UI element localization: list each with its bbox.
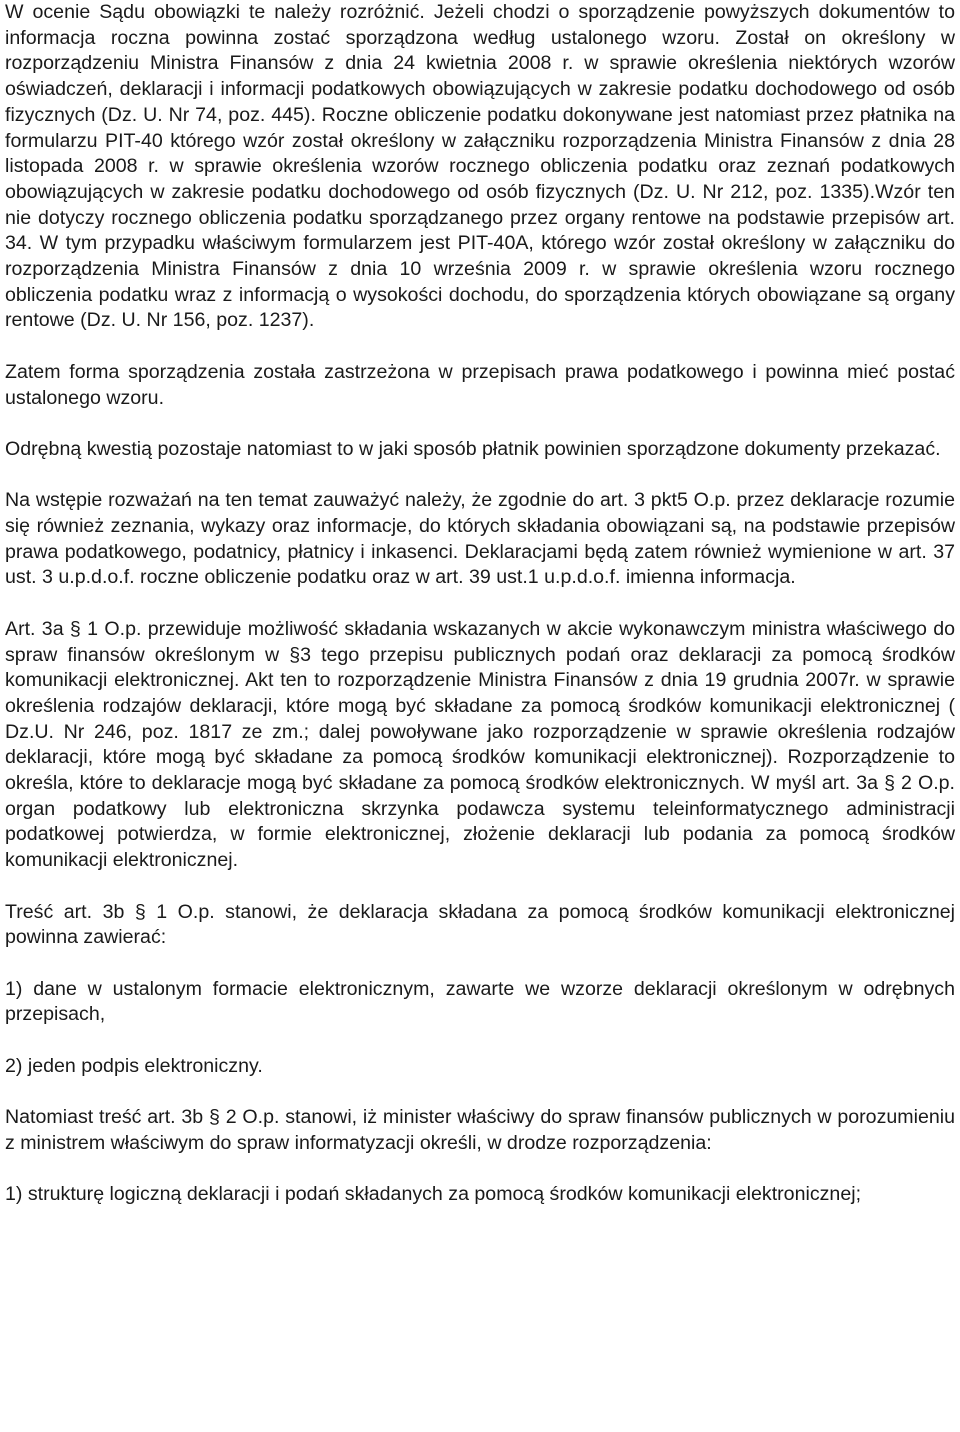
paragraph-art-3a: Art. 3a § 1 O.p. przewiduje możliwość składania wskazanych w akcie wykonawczym ministra właściwego do spraw finansów określonym w §3 tego przepisu publicznych podań oraz deklaracji za pomocą środków komunikacji elektronicznej. Akt ten to rozporządzenie Ministra Finansów z dnia 19 grudnia 2007r. w sprawie określenia rodzajów deklaracji, które mogą być składane za pomocą środków komunikacji elektronicznej ( Dz.U. Nr 246, poz. 1817 ze zm.; dalej powoływane jako rozporządzenie w sprawie określenia rodzajów deklaracji, które mogą być składane za pomocą środków komunikacji elektronicznej). Rozporządzenie to określa, które to deklaracje mogą być składane za pomocą środków elektronicznych. W myśl art. 3a § 2 O.p. organ podatkowy lub elektroniczna skrzynka podawcza systemu teleinformatycznego administracji podatkowej potwierdza, w formie elektronicznej, złożenie deklaracji lub podania za pomocą środków komunikacji elektronicznej. <box>5 617 955 872</box>
paragraph-art-3b-par-1: Treść art. 3b § 1 O.p. stanowi, że deklaracja składana za pomocą środków komunikacji elektronicznej powinna zawierać: <box>5 900 955 949</box>
paragraph-wzory-rozporzadzenia: W ocenie Sądu obowiązki te należy rozróżnić. Jeżeli chodzi o sporządzenie powyższych dokumentów to informacja roczna powinna zostać sporządzona według ustalonego wzoru. Został on określony w rozporządzeniu Ministra Finansów z dnia 24 kwietnia 2008 r. w sprawie określenia niektórych wzorów oświadczeń, deklaracji i informacji podatkowych obowiązujących w zakresie podatku dochodowego od osób fizycznych (Dz. U. Nr 74, poz. 445). Roczne obliczenie podatku dokonywane jest natomiast przez płatnika na formularzu PIT-40 którego wzór został określony w załączniku rozporządzenia Ministra Finansów z dnia 28 listopada 2008 r. w sprawie określenia wzorów rocznego obliczenia podatku oraz zeznań podatkowych obowiązujących w zakresie podatku dochodowego od osób fizycznych (Dz. U. Nr 212, poz. 1335).Wzór ten nie dotyczy rocznego obliczenia podatku sporządzanego przez organy rentowe na podstawie przepisów art. 34. W tym przypadku właściwym formularzem jest PIT-40A, którego wzór został określony w załączniku do rozporządzenia Ministra Finansów z dnia 10 września 2009 r. w sprawie określenia wzoru rocznego obliczenia podatku wraz z informacją o wysokości dochodu, do sporządzenia których obowiązane są organy rentowe (Dz. U. Nr 156, poz. 1237). <box>5 1 955 332</box>
paragraph-forma-sporzadzenia: Zatem forma sporządzenia została zastrzeżona w przepisach prawa podatkowego i powinna mieć postać ustalonego wzoru. <box>5 360 955 409</box>
list-item-2-podpis: 2) jeden podpis elektroniczny. <box>5 1054 263 1077</box>
paragraph-definicja-deklaracji: Na wstępie rozważań na ten temat zauważyć należy, że zgodnie do art. 3 pkt5 O.p. przez deklaracje rozumie się również zeznania, wykazy oraz informacje, do których składania obowiązani są, na podstawie przepisów prawa podatkowego, podatnicy, płatnicy i inkasenci. Deklaracjami będą zatem również wymienione w art. 37 ust. 3 u.p.d.o.f. roczne obliczenie podatku oraz w art. 39 ust.1 u.p.d.o.f. imienna informacja. <box>5 489 955 589</box>
paragraph-art-3b-par-2: Natomiast treść art. 3b § 2 O.p. stanowi, iż minister właściwy do spraw finansów publicznych w porozumieniu z ministrem właściwym do spraw informatyzacji określi, w drodze rozporządzenia: <box>5 1106 955 1154</box>
paragraph-sposob-przekazania: Odrębną kwestią pozostaje natomiast to w jaki sposób płatnik powinien sporządzone dokumenty przekazać. <box>5 437 941 460</box>
list-item-1-struktura: 1) strukturę logiczną deklaracji i podań składanych za pomocą środków komunikacji elektronicznej; <box>5 1183 862 1206</box>
list-item-1-dane: 1) dane w ustalonym formacie elektronicznym, zawarte we wzorze deklaracji określonym w odrębnych przepisach, <box>5 977 955 1026</box>
